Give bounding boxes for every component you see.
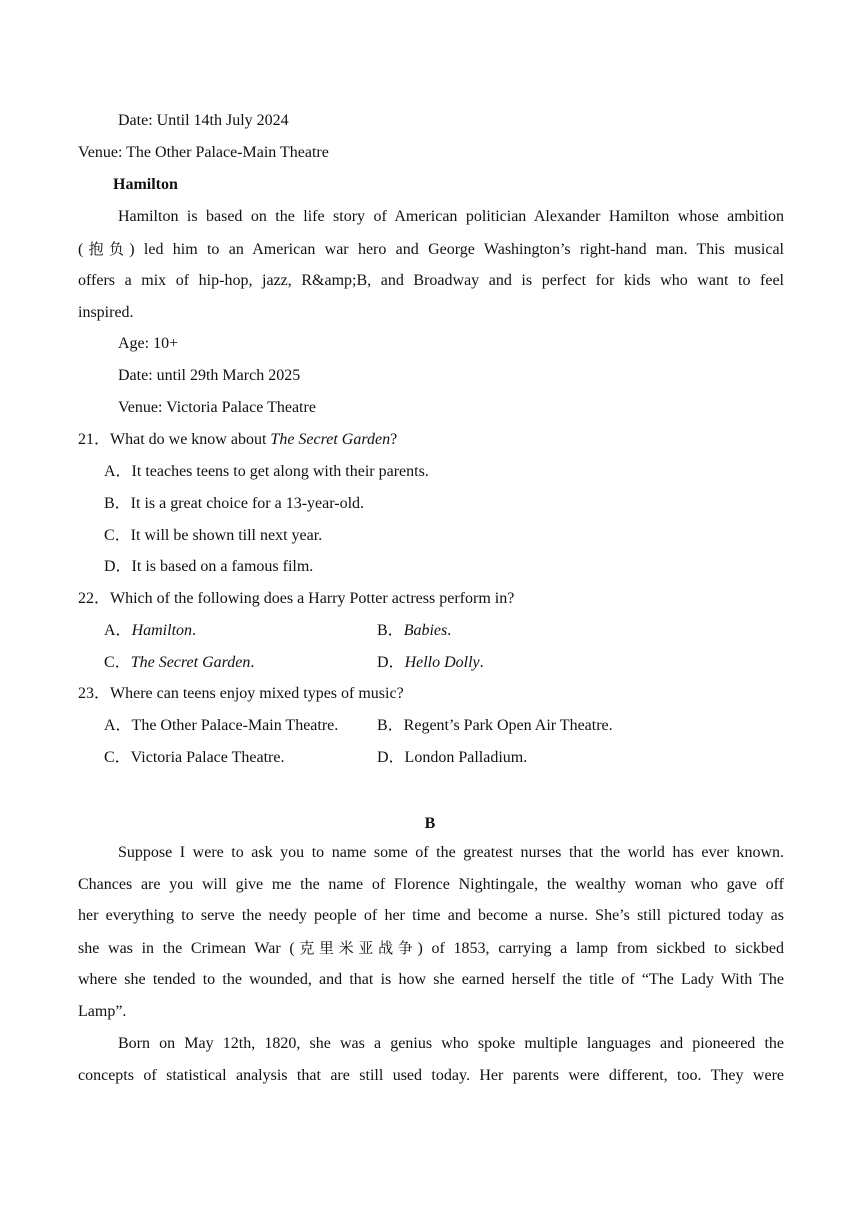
option-23c: C．Victoria Palace Theatre. [104,749,285,766]
passage-b-line: she was in the Crimean War (克里米亚战争) of 1853, carrying a lamp from sickbed to sickbed [78,939,784,957]
option-22d: D．Hello Dolly. [377,654,484,671]
date-line: Date: Until 14th July 2024 [118,112,289,129]
option-23a: A．The Other Palace-Main Theatre. [104,717,339,734]
option-21a: A．It teaches teens to get along with their parents. [104,463,429,480]
venue-line: Venue: The Other Palace-Main Theatre [78,144,329,161]
passage-b-line: Chances are you will give me the name of Florence Nightingale, the wealthy woman who gave off [78,876,784,893]
passage-b-line: where she tended to the wounded, and that is how she earned herself the title of “The Lady With The [78,971,784,988]
date-line: Date: until 29th March 2025 [118,367,301,384]
passage-b-line: concepts of statistical analysis that are still used today. Her parents were different, too. They were [78,1067,784,1084]
question-22-stem: 22．Which of the following does a Harry Potter actress perform in? [78,590,515,607]
show-title: Hamilton [113,176,178,193]
passage-b-line: her everything to serve the needy people of her time and become a nurse. She’s still pictured today as [78,907,784,924]
passage-b-line: Suppose I were to ask you to name some of the greatest nurses that the world has ever known. [118,844,784,861]
option-21b: B．It is a great choice for a 13-year-old. [104,495,365,512]
hamilton-para-line: Hamilton is based on the life story of American politician Alexander Hamilton whose ambition [118,208,784,225]
hamilton-para-line: (抱负) led him to an American war hero and George Washington’s right-hand man. This musical [78,240,784,258]
passage-b-line: Born on May 12th, 1820, she was a genius who spoke multiple languages and pioneered the [118,1035,784,1052]
hamilton-para-line: inspired. [78,304,134,321]
section-heading: B [424,815,436,832]
passage-b-line: Lamp”. [78,1003,127,1020]
venue-line: Venue: Victoria Palace Theatre [118,399,316,416]
option-21c: C．It will be shown till next year. [104,527,323,544]
option-23d: D．London Palladium. [377,749,528,766]
option-22b: B．Babies. [377,622,452,639]
option-21d: D．It is based on a famous film. [104,558,314,575]
option-22a: A．Hamilton. [104,622,197,639]
option-22c: C．The Secret Garden. [104,654,255,671]
option-23b: B．Regent’s Park Open Air Theatre. [377,717,613,734]
age-line: Age: 10+ [118,335,179,352]
question-23-stem: 23．Where can teens enjoy mixed types of music? [78,685,404,702]
question-21-stem: 21．What do we know about The Secret Garden? [78,431,398,448]
hamilton-para-line: offers a mix of hip-hop, jazz, R&amp;B, and Broadway and is perfect for kids who want to feel [78,272,784,289]
